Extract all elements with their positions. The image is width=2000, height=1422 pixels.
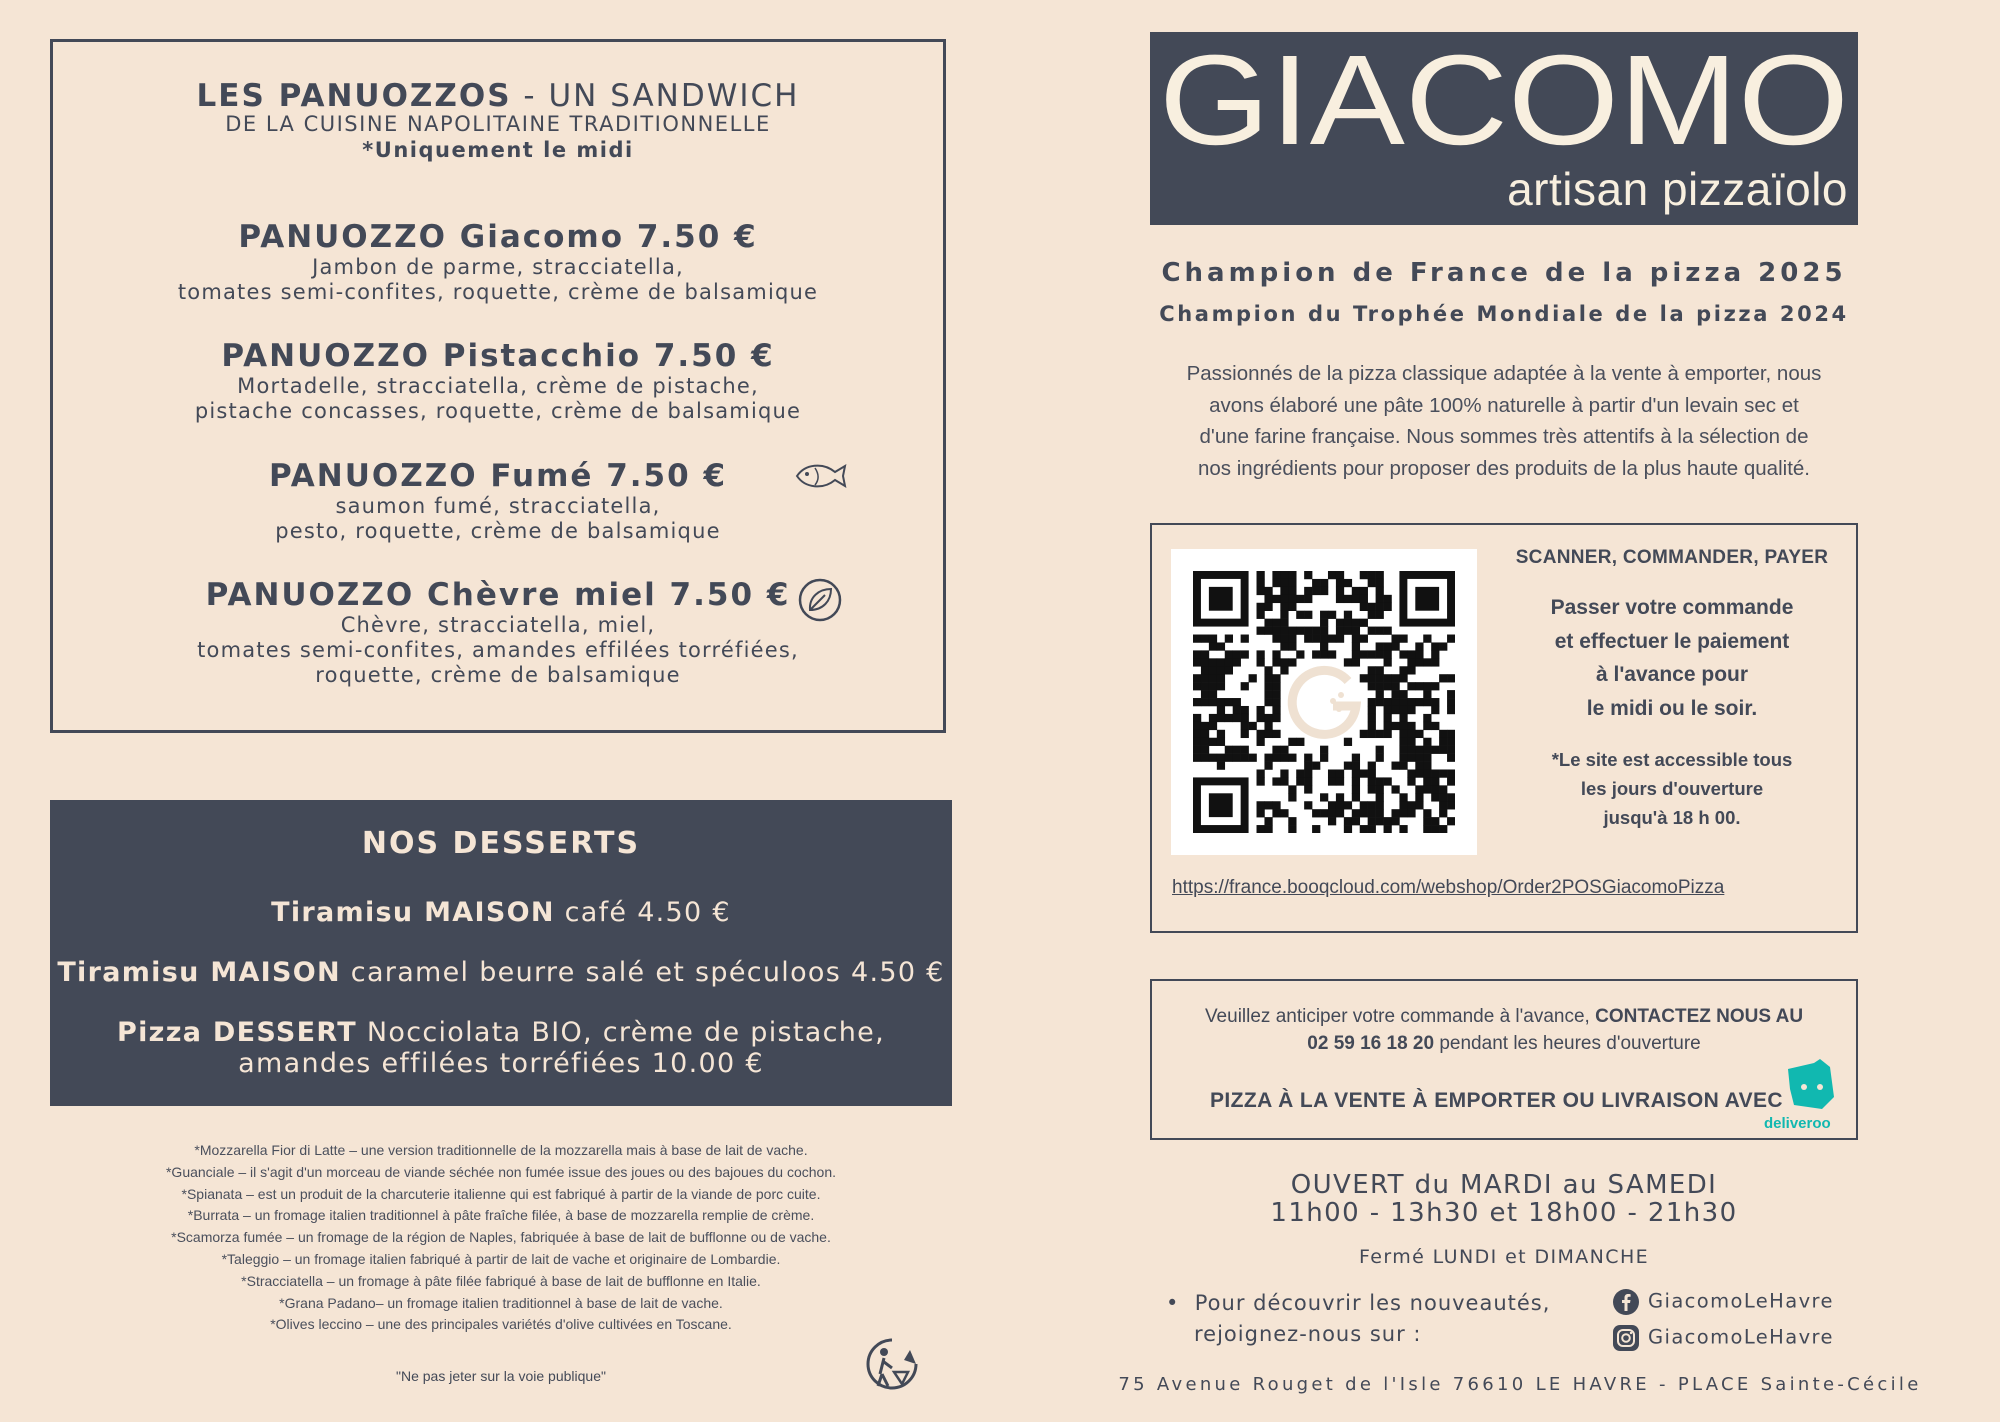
instagram-handle[interactable]: GiacomoLeHavre: [1648, 1325, 1834, 1349]
panuozzo-header: [53, 78, 943, 162]
leaf-icon: [797, 577, 843, 623]
footnote: *Taleggio – un fromage italien fabriqué à partir de lait de vache et originaire de Lombardie.: [221, 1250, 781, 1267]
desserts-section: [50, 800, 952, 1106]
dessert-item: [50, 1017, 952, 1079]
intro-line: nos ingrédients pour proposer des produits de la plus haute qualité.: [1198, 456, 1810, 480]
panuozzo-title: [53, 78, 943, 114]
contact-section: [1150, 979, 1858, 1140]
dessert-detail: amandes effilées torréfiées 10.00 €: [238, 1048, 764, 1079]
menu-item-desc: tomates semi-confites, amandes effilées torréfiées,: [197, 638, 799, 662]
intro-line: Passionnés de la pizza classique adaptée à la vente à emporter, nous: [1186, 362, 1822, 385]
intro-text: [1150, 358, 1858, 484]
logo: [1150, 32, 1858, 225]
svg-text:GIACOMO: GIACOMO: [1159, 34, 1849, 164]
opening-hours: 11h00 - 13h30 et 18h00 - 21h30: [1270, 1198, 1738, 1228]
intro-line: d'une farine française. Nous sommes très attentifs à la sélection de: [1199, 425, 1809, 448]
menu-item-name: PANUOZZO Fumé 7.50 €: [268, 458, 728, 494]
award-line: Champion du Trophée Mondiale de la pizza 2024: [1159, 302, 1849, 326]
no-litter-notice: "Ne pas jeter sur la voie publique": [396, 1368, 606, 1384]
facebook-link[interactable]: [1612, 1288, 1834, 1316]
order-line: et effectuer le paiement: [1554, 629, 1790, 653]
intro-line: avons élaboré une pâte 100% naturelle à partir d'un levain sec et: [1209, 393, 1799, 417]
footnote: *Scamorza fumée – un fromage de la région de Naples, fabriquée à base de lait de bufflonne ou de vache.: [171, 1229, 831, 1246]
menu-item-desc: Chèvre, stracciatella, miel,: [340, 613, 656, 637]
facebook-icon: [1612, 1288, 1640, 1316]
menu-item-desc: roquette, crème de balsamique: [315, 663, 681, 687]
dessert-name: Pizza DESSERT: [117, 1017, 357, 1048]
order-line: le midi ou le soir.: [1586, 696, 1758, 720]
contact-pre: Veuillez anticiper votre commande à l'avance,: [1204, 1006, 1596, 1027]
social-invite: [1166, 1288, 1550, 1350]
menu-item-name: PANUOZZO Chèvre miel 7.50 €: [205, 577, 791, 613]
logo-subtitle: artisan pizzaïolo: [1507, 163, 1848, 215]
order-note-line: *Le site est accessible tous: [1551, 749, 1793, 770]
menu-item: [53, 219, 943, 305]
dessert-name: Tiramisu MAISON: [57, 957, 341, 988]
order-url-link[interactable]: https://france.booqcloud.com/webshop/Order2POSGiacomoPizza: [1172, 877, 1725, 898]
desserts-title: NOS DESSERTS: [361, 826, 641, 861]
dessert-item: [50, 897, 952, 928]
qr-code[interactable]: [1171, 549, 1477, 855]
footnote: *Spianata – est un produit de la charcuterie italienne qui est fabriqué à partir de la viande de porc cuite.: [181, 1185, 821, 1202]
triman-recycle-icon: [864, 1336, 920, 1392]
contact-post: pendant les heures d'ouverture: [1434, 1033, 1701, 1054]
dessert-detail: Nocciolata BIO, crème de pistache,: [357, 1017, 885, 1048]
dessert-item: [50, 957, 952, 988]
fish-icon: [793, 458, 849, 494]
order-instructions: [1502, 547, 1842, 832]
contact-cta: CONTACTEZ NOUS AU: [1595, 1006, 1804, 1027]
menu-item-desc: pesto, roquette, crème de balsamique: [275, 519, 721, 543]
award-line: Champion de France de la pizza 2025: [1161, 258, 1847, 288]
footnote: *Mozzarella Fior di Latte – une version traditionnelle de la mozzarella mais à base de lait de vache.: [194, 1142, 808, 1158]
order-line: à l'avance pour: [1595, 663, 1749, 686]
order-text: [1502, 591, 1842, 725]
menu-item-desc: Mortadelle, stracciatella, crème de pistache,: [237, 374, 759, 398]
facebook-handle[interactable]: GiacomoLeHavre: [1648, 1289, 1834, 1313]
instagram-icon: [1612, 1324, 1640, 1352]
footnote: *Grana Padano– un fromage italien traditionnel à base de lait de vache.: [279, 1294, 723, 1311]
menu-item-desc: saumon fumé, stracciatella,: [335, 494, 661, 518]
order-line: Passer votre commande: [1550, 596, 1794, 619]
menu-item-desc: pistache concasses, roquette, crème de balsamique: [194, 399, 802, 423]
footnote: *Olives leccino – une des principales variétés d'olive cultivées en Toscane.: [270, 1316, 732, 1333]
deliveroo-icon: [1780, 1059, 1838, 1111]
deliveroo-logo-text: deliveroo: [1764, 1115, 1831, 1132]
social-text: rejoignez-nous sur :: [1194, 1322, 1422, 1346]
address: 75 Avenue Rouget de l'Isle 76610 LE HAVRE - PLACE Sainte-Cécile: [1118, 1374, 1922, 1395]
contact-text: [1152, 1003, 1856, 1057]
panuozzo-title-rest: - UN SANDWICH: [511, 78, 800, 114]
menu-item-name: PANUOZZO Giacomo 7.50 €: [238, 219, 758, 255]
menu-item: [53, 338, 943, 424]
footnote: *Guanciale – il s'agit d'un morceau de viande séchée non fumée issue des joues ou des bajoues du cochon.: [165, 1163, 836, 1180]
logo-wordmark: [1150, 34, 1858, 164]
order-note-line: jusqu'à 18 h 00.: [1603, 807, 1741, 828]
social-invite-line: • Pour découvrir les nouveautés,: [1166, 1291, 1551, 1315]
menu-item-name: PANUOZZO Pistacchio 7.50 €: [221, 338, 775, 374]
panuozzo-subtitle: DE LA CUISINE NAPOLITAINE TRADITIONNELLE: [225, 112, 771, 136]
social-text: Pour découvrir les nouveautés,: [1194, 1291, 1551, 1315]
instagram-link[interactable]: [1612, 1324, 1834, 1352]
opening-days: OUVERT du MARDI au SAMEDI: [1290, 1170, 1718, 1200]
menu-item-desc: Jambon de parme, stracciatella,: [312, 255, 684, 279]
dessert-detail: café 4.50 €: [554, 897, 731, 928]
phone-number[interactable]: 02 59 16 18 20: [1307, 1033, 1435, 1054]
delivery-text: PIZZA À LA VENTE À EMPORTER OU LIVRAISON AVEC: [1210, 1089, 1783, 1112]
panuozzo-note: *Uniquement le midi: [362, 138, 634, 162]
order-note: [1502, 745, 1842, 832]
online-order-section: [1150, 523, 1858, 933]
footnotes: [50, 1140, 952, 1336]
footnote: *Burrata – un fromage italien traditionnel à pâte fraîche filée, à base de mozzarella remplie de crème.: [187, 1207, 815, 1224]
footnote: *Stracciatella – un fromage à pâte filée fabriqué à base de lait de bufflonne en Italie.: [241, 1272, 761, 1289]
qr-code-image[interactable]: [1193, 571, 1455, 833]
panuozzo-section: [50, 39, 946, 733]
menu-item-desc: tomates semi-confites, roquette, crème de balsamique: [177, 280, 819, 304]
dessert-detail: caramel beurre salé et spéculoos 4.50 €: [340, 957, 945, 988]
order-note-line: les jours d'ouverture: [1580, 778, 1764, 799]
order-heading: SCANNER, COMMANDER, PAYER: [1515, 547, 1829, 568]
panuozzo-title-bold: LES PANUOZZOS: [196, 78, 512, 114]
dessert-name: Tiramisu MAISON: [271, 897, 555, 928]
closed-days: Fermé LUNDI et DIMANCHE: [1358, 1246, 1650, 1268]
